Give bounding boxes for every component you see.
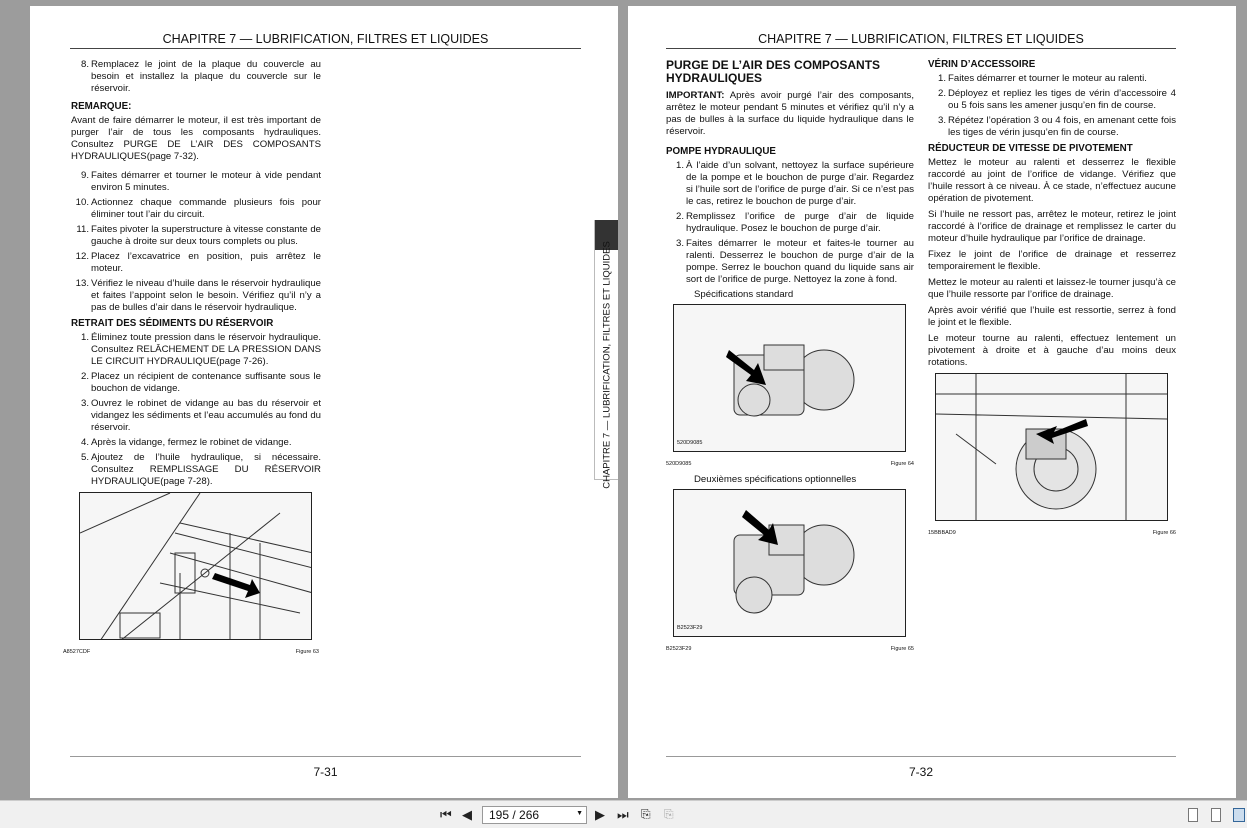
item-text: Actionnez chaque commande plusieurs fois pour éliminer tout l’air du circuit. xyxy=(91,197,321,220)
viewer-toolbar xyxy=(0,800,1247,828)
hydraulic-pump-illustration xyxy=(674,490,906,637)
list-item xyxy=(928,73,1176,85)
item-number: 2. xyxy=(937,88,946,99)
item-number: 8. xyxy=(80,59,89,70)
tank-drain-illustration xyxy=(80,493,312,640)
list-item xyxy=(71,332,321,368)
figure-code: 15BBBAD9 xyxy=(928,530,956,536)
item-number: 11. xyxy=(76,224,89,235)
list-item xyxy=(71,197,321,221)
paragraph: Mettez le moteur au ralenti et laissez-le tourner jusqu’à ce que l’huile ressorte par l’orifice de drainage. xyxy=(928,277,1176,300)
item-number: 5. xyxy=(80,452,89,463)
figure-label: Figure 64 xyxy=(890,461,914,467)
last-page-button[interactable]: ⏭ xyxy=(617,807,629,822)
rotate-page-icon[interactable]: ⎘ xyxy=(641,807,651,821)
figure-65-image xyxy=(673,489,906,637)
list-item xyxy=(71,224,321,248)
page-number: 7-32 xyxy=(666,756,1176,779)
item-text: Répétez l’opération 3 ou 4 fois, en amenant cette fois les tiges de vérin jusqu’en fin de course. xyxy=(948,115,1176,138)
item-text: Faites démarrer et tourner le moteur à vide pendant environ 5 minutes. xyxy=(91,170,321,193)
item-text: Déployez et repliez les tiges de vérin d’accessoire 4 ou 5 fois sans les amener jusqu’en fin de course. xyxy=(948,88,1176,111)
list-item xyxy=(666,238,914,286)
page-number: 7-31 xyxy=(70,756,581,779)
copy-page-icon[interactable]: ⎘ xyxy=(664,807,674,821)
figure-66-image xyxy=(935,373,1168,521)
item-text: Faites démarrer et tourner le moteur au ralenti. xyxy=(948,73,1147,84)
list-item xyxy=(928,115,1176,139)
figure-code: 520D9085 xyxy=(677,440,703,446)
page-selector[interactable] xyxy=(482,806,587,824)
item-text: Placez un récipient de contenance suffisante sous le bouchon de vidange. xyxy=(91,371,321,394)
item-number: 1. xyxy=(80,332,89,343)
figure-code: B2523F29 xyxy=(666,646,692,652)
page-header: CHAPITRE 7 — LUBRIFICATION, FILTRES ET LIQUIDES xyxy=(70,32,581,49)
item-number: 1. xyxy=(675,160,684,171)
item-number: 3. xyxy=(937,115,946,126)
paragraph: Si l’huile ne ressort pas, arrêtez le moteur, retirez le joint raccordé à l’orifice de drainage et remplissez le carter du moteur d’huile hydraulique par l’orifice de drainage. xyxy=(928,209,1176,244)
important-label: IMPORTANT: xyxy=(666,90,725,101)
list-item xyxy=(71,437,321,449)
right-column-2 xyxy=(928,59,1176,539)
previous-page-button[interactable]: ◀ xyxy=(462,807,472,822)
remark-title: REMARQUE: xyxy=(71,101,132,112)
side-tab-label: CHAPITRE 7 — LUBRIFICATION, FILTRES ET LIQUIDES xyxy=(601,241,613,489)
list-item xyxy=(666,211,914,235)
two-page-view-icon[interactable] xyxy=(1233,808,1245,822)
cylinder-title: VÉRIN D’ACCESSOIRE xyxy=(928,59,1036,70)
continuous-view-icon[interactable] xyxy=(1211,808,1221,822)
figure-label: Figure 63 xyxy=(295,649,319,655)
page-indicator: 195 / 266 xyxy=(489,808,540,822)
left-page xyxy=(30,6,618,798)
item-text: Ouvrez le robinet de vidange au bas du réservoir et vidangez les sédiments et l’eau accumulés au fond du réservoir. xyxy=(91,398,321,433)
list-item xyxy=(71,251,321,275)
important-text: Après avoir purgé l’air des composants, arrêtez le moteur pendant 5 minutes et vérifiez qu’il n’y a pas de bulles à la surface du liquide hydraulique dans le réservoir. xyxy=(666,90,914,137)
list-item xyxy=(71,278,321,314)
item-number: 10. xyxy=(75,197,89,208)
figure-64-image xyxy=(673,304,906,452)
item-text: Ajoutez de l’huile hydraulique, si nécessaire. Consultez REMPLISSAGE DU RÉSERVOIR HYDRAULIQUE(page 7-28). xyxy=(91,452,321,487)
item-number: 3. xyxy=(80,398,89,409)
item-text: Remplissez l’orifice de purge d’air de liquide hydraulique. Posez le bouchon de purge d’air. xyxy=(686,211,914,234)
item-text: Faites pivoter la superstructure à vitesse constante de gauche à droite sur deux tours complets ou plus. xyxy=(91,224,321,247)
item-text: Remplacez le joint de la plaque du couvercle au besoin et installez la plaque du couvercle sur le réservoir. xyxy=(91,59,321,94)
item-number: 2. xyxy=(675,211,684,222)
remark-text: Avant de faire démarrer le moteur, il est très important de purger l’air de tous les composants hydrauliques. Consultez PURGE DE L’AIR DES COMPOSANTS HYDRAULIQUES(page 7-32). xyxy=(71,115,321,162)
right-column-1 xyxy=(666,59,914,655)
figure-code: A8527CDF xyxy=(63,649,91,655)
list-item xyxy=(928,88,1176,112)
list-item xyxy=(71,59,321,95)
list-item xyxy=(666,160,914,208)
hydraulic-pump-illustration xyxy=(674,305,906,452)
chevron-down-icon: ▼ xyxy=(576,810,583,817)
first-page-button[interactable]: ⏮ xyxy=(440,807,452,822)
paragraph: Après avoir vérifié que l’huile est ressortie, serrez à fond le joint et le flexible. xyxy=(928,305,1176,328)
figure-64-heading: Spécifications standard xyxy=(694,289,794,300)
list-item xyxy=(71,452,321,488)
paragraph: Le moteur tourne au ralenti, effectuez lentement un pivotement à droite et à gauche d’au moins deux rotations. xyxy=(928,333,1176,368)
figure-65-heading: Deuxièmes spécifications optionnelles xyxy=(694,474,857,485)
list-item xyxy=(71,398,321,434)
figure-label: Figure 66 xyxy=(1152,530,1176,536)
item-number: 2. xyxy=(80,371,89,382)
section-title: PURGE DE L’AIR DES COMPOSANTS HYDRAULIQUES xyxy=(666,58,881,85)
page-header: CHAPITRE 7 — LUBRIFICATION, FILTRES ET LIQUIDES xyxy=(666,32,1176,49)
pump-title: POMPE HYDRAULIQUE xyxy=(666,146,776,157)
left-column xyxy=(63,59,321,658)
section-title: RETRAIT DES SÉDIMENTS DU RÉSERVOIR xyxy=(71,318,274,329)
swing-motor-illustration xyxy=(936,374,1168,521)
paragraph: Fixez le joint de l’orifice de drainage et resserrez temporairement le flexible. xyxy=(928,249,1176,272)
item-number: 3. xyxy=(675,238,684,249)
item-number: 9. xyxy=(80,170,89,181)
list-item xyxy=(71,170,321,194)
figure-code: B2523F29 xyxy=(677,625,703,631)
item-number: 1. xyxy=(937,73,946,84)
item-number: 13. xyxy=(75,278,89,289)
item-text: Vérifiez le niveau d’huile dans le réservoir hydraulique et faites l’appoint selon le besoin. Vérifiez qu’il n’y a pas de bulles d’air dans le réservoir hydraulique. xyxy=(91,278,321,313)
item-number: 4. xyxy=(80,437,89,448)
arrow-icon xyxy=(212,573,260,598)
item-text: Après la vidange, fermez le robinet de vidange. xyxy=(91,437,292,448)
single-page-view-icon[interactable] xyxy=(1188,808,1198,822)
list-item xyxy=(71,371,321,395)
figure-label: Figure 65 xyxy=(890,646,914,652)
chapter-side-tab[interactable] xyxy=(594,220,618,489)
figure-code: 520D9085 xyxy=(666,461,692,467)
item-text: Faites démarrer le moteur et faites-le tourner au ralenti. Desserrez le bouchon de purge d’air de la pompe. Serrez le bouchon quand du liquide sans air sort de l’orifice de purge. Nettoyez la zone à fond. xyxy=(686,238,914,285)
figure-63-image xyxy=(79,492,312,640)
paragraph: Mettez le moteur au ralenti et desserrez le flexible raccordé au joint de l’orifice de vidange. Vérifiez que l’huile ressort à ce niveau. À ce stade, n’effectuez aucune opération de pivotement. xyxy=(928,157,1176,204)
next-page-button[interactable]: ▶ xyxy=(595,807,605,822)
item-number: 12. xyxy=(75,251,89,262)
swing-title: RÉDUCTEUR DE VITESSE DE PIVOTEMENT xyxy=(928,143,1133,154)
item-text: Éliminez toute pression dans le réservoir hydraulique. Consultez RELÂCHEMENT DE LA PRESSION DANS LE CIRCUIT HYDRAULIQUE(page 7-26). xyxy=(91,332,321,367)
right-page xyxy=(628,6,1236,798)
item-text: À l’aide d’un solvant, nettoyez la surface supérieure de la pompe et le bouchon de purge d’air. Regardez si l’huile sort de l’orifice de purge d’air. Si ce n’est pas le cas, retirez le bouchon de purge d’air. xyxy=(686,160,914,207)
item-text: Placez l’excavatrice en position, puis arrêtez le moteur. xyxy=(91,251,321,274)
